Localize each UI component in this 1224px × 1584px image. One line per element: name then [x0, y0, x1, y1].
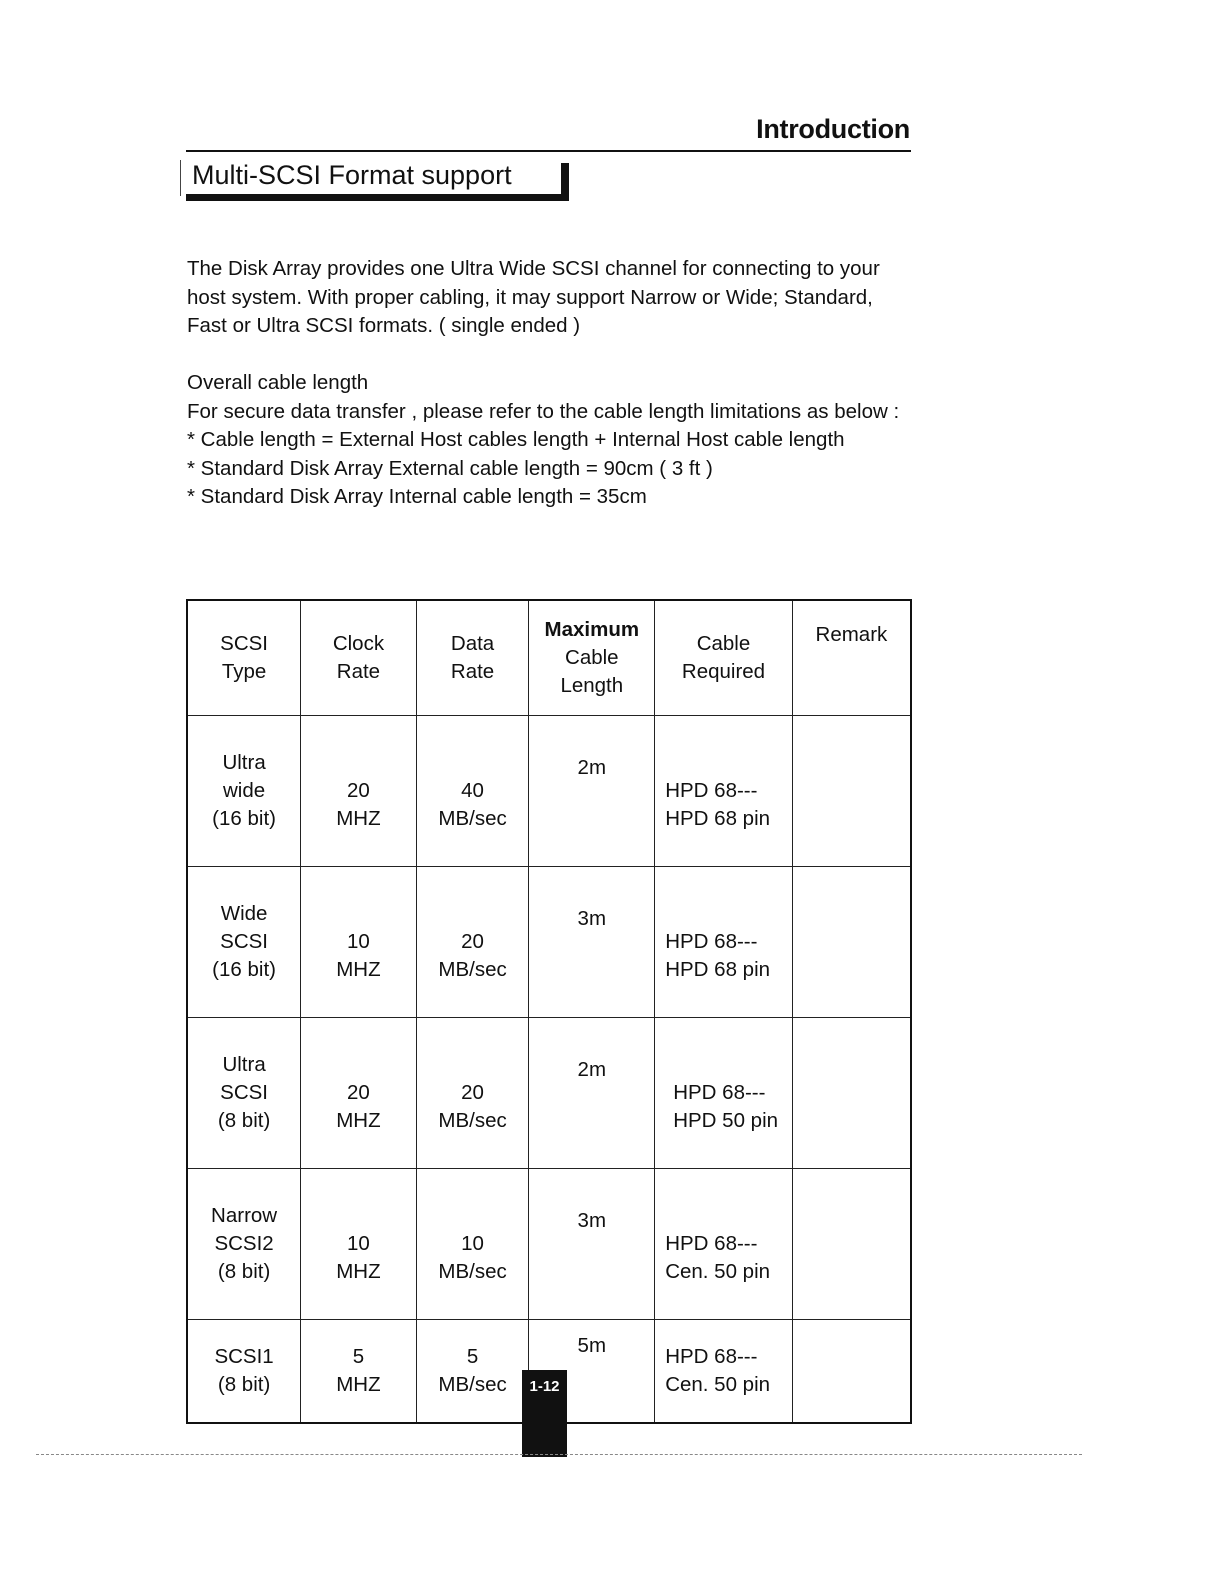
table-row — [187, 1018, 911, 1169]
cell-cable-required: HPD 68--- HPD 50 pin — [655, 1018, 793, 1169]
cell-scsi-type: Ultra wide (16 bit) — [187, 716, 301, 867]
header-max-cable-length: Maximum Cable Length — [529, 600, 655, 716]
cell-cable-required: HPD 68--- Cen. 50 pin — [655, 1169, 793, 1320]
cable-length-bullet: * Standard Disk Array Internal cable length = 35cm — [187, 485, 647, 508]
cell-scsi-type: Wide SCSI (16 bit) — [187, 867, 301, 1018]
cable-length-bullet: * Standard Disk Array External cable length = 90cm ( 3 ft ) — [187, 456, 713, 480]
header-remark: Remark — [792, 600, 911, 716]
header-data-rate: Data Rate — [416, 600, 529, 716]
cell-clock-rate: 20 MHZ — [301, 1018, 417, 1169]
header-rule — [186, 150, 911, 152]
header-cable-required: Cable Required — [655, 600, 793, 716]
cell-data-rate: 5 MB/sec — [416, 1320, 529, 1424]
scsi-format-table — [186, 599, 912, 1424]
cell-max-length: 3m — [529, 1169, 655, 1320]
footer-rule — [36, 1454, 1082, 1455]
page-number: 1-12 — [529, 1378, 560, 1395]
cell-data-rate: 10 MB/sec — [416, 1169, 529, 1320]
cell-max-length: 2m — [529, 716, 655, 867]
table-header-row — [187, 600, 911, 716]
cell-max-length: 5m — [529, 1320, 655, 1424]
table-row — [187, 867, 911, 1018]
cell-scsi-type: Narrow SCSI2 (8 bit) — [187, 1169, 301, 1320]
cell-cable-required: HPD 68--- HPD 68 pin — [655, 867, 793, 1018]
header-clock-rate: Clock Rate — [301, 600, 417, 716]
cell-scsi-type: Ultra SCSI (8 bit) — [187, 1018, 301, 1169]
cell-remark — [792, 1169, 911, 1320]
table-row — [187, 1169, 911, 1320]
cell-max-length: 3m — [529, 867, 655, 1018]
section-title-shadow-bottom — [186, 194, 569, 201]
cell-remark — [792, 867, 911, 1018]
cell-data-rate: 20 MB/sec — [416, 867, 529, 1018]
cell-remark — [792, 1018, 911, 1169]
cell-clock-rate: 10 MHZ — [301, 867, 417, 1018]
header-scsi-type: SCSI Type — [187, 600, 301, 716]
cable-length-block — [187, 369, 917, 512]
cell-clock-rate: 20 MHZ — [301, 716, 417, 867]
cell-cable-required: HPD 68--- HPD 68 pin — [655, 716, 793, 867]
cable-length-bullet: * Cable length = External Host cables length + Internal Host cable length — [187, 428, 845, 451]
cell-remark — [792, 1320, 911, 1424]
cable-length-heading: Overall cable length — [187, 371, 369, 394]
cell-scsi-type: SCSI1 (8 bit) — [187, 1320, 301, 1424]
cell-data-rate: 20 MB/sec — [416, 1018, 529, 1169]
section-title: Multi-SCSI Format support — [192, 160, 512, 190]
cell-clock-rate: 10 MHZ — [301, 1169, 417, 1320]
cell-max-length: 2m — [529, 1018, 655, 1169]
cable-length-description: For secure data transfer , please refer to the cable length limitations as below : — [187, 399, 900, 423]
intro-paragraph: The Disk Array provides one Ultra Wide SCSI channel for connecting to your host system. With proper cabling, it may support Narrow or Wide; Standard, Fast or Ultra SCSI formats. ( single ended ) — [187, 257, 880, 337]
page-header-title: Introduction — [756, 114, 910, 144]
cell-clock-rate: 5 MHZ — [301, 1320, 417, 1424]
page-number-tab — [522, 1370, 567, 1457]
cell-data-rate: 40 MB/sec — [416, 716, 529, 867]
cell-remark — [792, 716, 911, 867]
cell-cable-required: HPD 68--- Cen. 50 pin — [655, 1320, 793, 1424]
table-row — [187, 716, 911, 867]
